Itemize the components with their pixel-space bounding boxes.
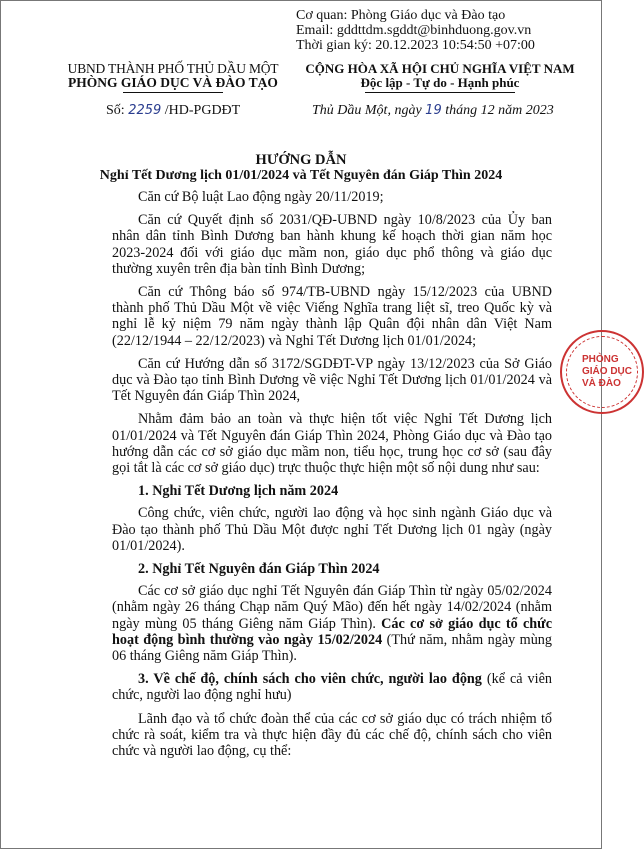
date-suffix: tháng 12 năm 2023 — [441, 103, 554, 118]
agency-name: PHÒNG GIÁO DỤC VÀ ĐÀO TẠO — [68, 75, 278, 90]
document-date — [312, 103, 554, 119]
date-day: 19 — [425, 103, 442, 118]
paragraph-legal-basis-4: Căn cứ Hướng dẫn số 3172/SGDĐT-VP ngày 13/12/2023 của Sở Giáo dục và Đào tạo tỉnh Bình Dương về việc Nghỉ Tết Dương lịch 01/01/2024 và Tết Nguyên đán Giáp Thìn 2024, — [112, 355, 552, 405]
section-heading-1: 1. Nghỉ Tết Dương lịch năm 2024 — [138, 483, 339, 500]
agency-underline — [123, 92, 223, 93]
motto-underline — [365, 92, 515, 93]
country-name: CỘNG HÒA XÃ HỘI CHỦ NGHĨA VIỆT NAM — [305, 61, 575, 76]
official-seal — [560, 330, 644, 414]
doc-number-value: 2259 — [128, 103, 162, 118]
date-prefix: Thủ Dầu Một, ngày — [312, 103, 426, 118]
digital-signature-info — [296, 8, 596, 53]
paragraph-section-2 — [112, 583, 552, 664]
doc-number-suffix: /HD-PGDĐT — [161, 103, 241, 118]
document-number — [106, 103, 240, 119]
national-motto-header — [300, 62, 580, 93]
signature-time: Thời gian ký: 20.12.2023 10:54:50 +07:00 — [296, 38, 535, 53]
agency-parent: UBND THÀNH PHỐ THỦ DẦU MỘT — [67, 61, 279, 76]
seal-text: PHÒNG GIÁO DỤC VÀ ĐÀO — [582, 354, 632, 389]
section-3-title: 3. Về chế độ, chính sách cho viên chức, người lao động — [138, 671, 482, 688]
section-2-text: Các cơ sở giáo dục nghỉ Tết Nguyên đán Giáp Thìn từ ngày 05/02/2024 (nhằm ngày 26 tháng Chạp năm Quý Mão) đến hết ngày 14/02/2024 (nhằm ngày mùng 05 tháng Giêng năm Giáp Thìn). — [112, 583, 552, 632]
paragraph-legal-basis-2: Căn cứ Quyết định số 2031/QĐ-UBND ngày 10/8/2023 của Ủy ban nhân dân tỉnh Bình Dương ban hành khung kế hoạch thời gian năm học 2023-2024 đối với giáo dục mầm non, giáo dục phổ thông và giáo dục thường xuyên trên địa bàn tỉnh Bình Dương; — [112, 212, 552, 277]
section-heading-3 — [112, 671, 552, 703]
paragraph-section-1: Công chức, viên chức, người lao động và học sinh ngành Giáo dục và Đào tạo thành phố Thủ Dầu Một được nghỉ Tết Dương lịch 01 ngày (ngày 01/01/2024). — [112, 505, 552, 554]
section-heading-2: 2. Nghỉ Tết Nguyên đán Giáp Thìn 2024 — [138, 561, 380, 578]
document-title: HƯỚNG DẪN — [255, 152, 347, 168]
section-2-bold-text: Các cơ sở giáo dục tổ chức hoạt động bình thường vào ngày 15/02/2024 — [112, 615, 552, 648]
signature-agency: Cơ quan: Phòng Giáo dục và Đào tạo — [296, 8, 506, 23]
paragraph-legal-basis-1: Căn cứ Bộ luật Lao động ngày 20/11/2019; — [138, 189, 384, 205]
document-body — [112, 189, 552, 766]
motto: Độc lập - Tự do - Hạnh phúc — [360, 75, 520, 90]
doc-number-prefix: Số: — [106, 103, 129, 118]
paragraph-legal-basis-3: Căn cứ Thông báo số 974/TB-UBND ngày 15/12/2023 của UBND thành phố Thủ Dầu Một về việc Viếng Nghĩa trang liệt sĩ, treo Quốc kỳ và nghỉ lễ kỷ niệm 79 năm ngày thành lập Quân đội nhân dân Việt Nam (22/12/1944 – 22/12/2023) và Nghỉ Tết Dương lịch 01/01/2024; — [112, 284, 552, 349]
issuing-agency-header — [58, 62, 288, 93]
paragraph-section-3: Lãnh đạo và tổ chức đoàn thể của các cơ sở giáo dục có trách nhiệm tổ chức rà soát, kiểm tra và thực hiện đầy đủ các chế độ, chính sách cho viên chức và người lao động, cụ thể: — [112, 710, 552, 760]
section-3-note: (kể cả viên chức, người lao động nghỉ hưu) — [112, 671, 552, 704]
paragraph-purpose: Nhằm đảm bảo an toàn và thực hiện tốt việc Nghỉ Tết Dương lịch 01/01/2024 và Tết Nguyên đán Giáp Thìn 2024, Phòng Giáo dục và Đào tạo hướng dẫn các cơ sở giáo dục mầm non, tiểu học, trung học cơ sở (sau đây gọi tắt là các cơ sở giáo dục) trực thuộc thực hiện một số nội dung như sau: — [112, 411, 552, 477]
signature-email: Email: gddttdm.sgddt@binhduong.gov.vn — [296, 23, 532, 38]
section-2-text-end: (Thứ năm, nhằm ngày mùng 06 tháng Giêng năm Giáp Thìn). — [112, 631, 552, 665]
document-subtitle: Nghỉ Tết Dương lịch 01/01/2024 và Tết Nguyên đán Giáp Thìn 2024 — [99, 168, 503, 183]
